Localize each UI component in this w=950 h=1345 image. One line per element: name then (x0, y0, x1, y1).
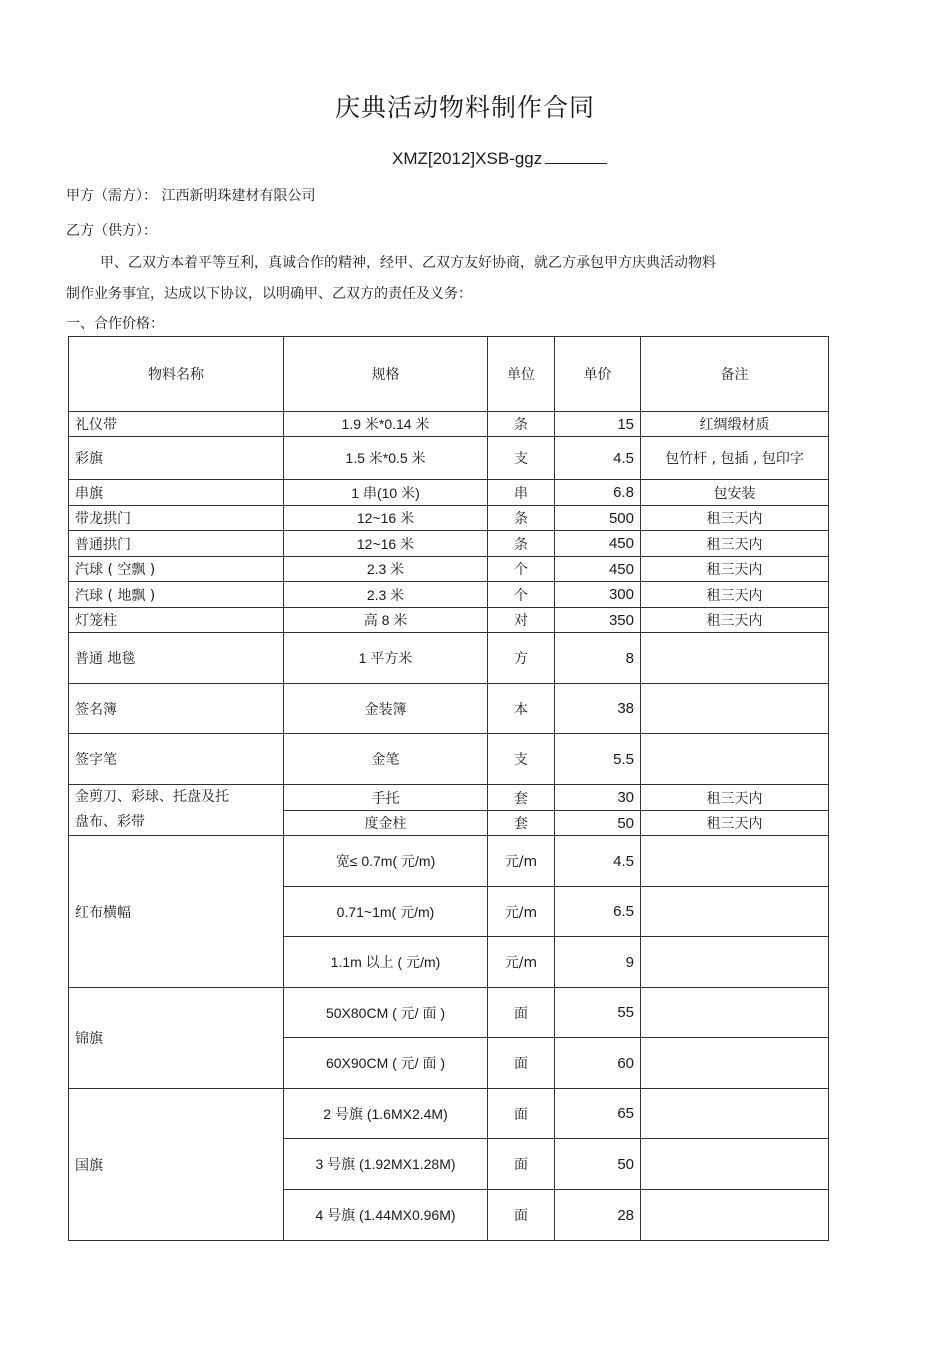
contract-code (392, 148, 607, 169)
header-note: 备注 (641, 337, 829, 412)
row-price: 4.5 (555, 437, 641, 480)
row-price: 15 (555, 412, 641, 437)
row-spec: 4 号旗 (1.44MX0.96M) (284, 1190, 488, 1241)
row-unit: 方 (488, 633, 555, 684)
row-note (641, 937, 829, 988)
row-spec: 度金柱 (284, 811, 488, 836)
table-row (69, 785, 829, 811)
row-price: 6.8 (555, 480, 641, 506)
row-name: 彩旗 (69, 437, 284, 480)
document-title: 庆典活动物料制作合同 (334, 93, 595, 122)
header-price: 单价 (555, 337, 641, 412)
row-price: 450 (555, 531, 641, 557)
row-price: 9 (555, 937, 641, 988)
row-name: 灯笼柱 (69, 608, 284, 633)
table-row (69, 684, 829, 734)
row-note (641, 887, 829, 937)
group-name-line-1: 金剪刀、彩球、托盘及托 (75, 789, 229, 805)
row-note: 租三天内 (641, 785, 829, 811)
row-unit: 条 (488, 531, 555, 557)
row-unit: 元/m (488, 887, 555, 937)
row-unit: 支 (488, 734, 555, 785)
row-unit: 套 (488, 785, 555, 811)
row-note: 租三天内 (641, 506, 829, 531)
row-note: 红绸缎材质 (641, 412, 829, 437)
table-row (69, 412, 829, 437)
table-header-row (69, 337, 829, 412)
row-unit: 支 (488, 437, 555, 480)
row-spec: 60X90CM ( 元/ 面 ) (284, 1038, 488, 1089)
row-spec: 50X80CM ( 元/ 面 ) (284, 988, 488, 1038)
row-unit: 串 (488, 480, 555, 506)
table-row (69, 608, 829, 633)
row-note: 租三天内 (641, 608, 829, 633)
row-spec: 金笔 (284, 734, 488, 785)
row-price: 450 (555, 557, 641, 582)
section-heading: 一、合作价格： (66, 316, 164, 332)
table-row (69, 557, 829, 582)
row-name: 签字笔 (69, 734, 284, 785)
table-row (69, 633, 829, 684)
row-unit: 个 (488, 557, 555, 582)
group-name-line-2: 盘布、彩带 (75, 814, 145, 830)
row-spec: 2.3 米 (284, 557, 488, 582)
row-unit: 面 (488, 1038, 555, 1089)
row-price: 6.5 (555, 887, 641, 937)
row-note: 包竹杆 , 包插 , 包印字 (641, 437, 829, 480)
header-name: 物料名称 (69, 337, 284, 412)
row-spec: 1.5 米*0.5 米 (284, 437, 488, 480)
row-name: 带龙拱门 (69, 506, 284, 531)
party-a: 甲方（需方）： 江西新明珠建材有限公司 (66, 188, 316, 204)
row-unit: 个 (488, 582, 555, 608)
row-spec: 金装簿 (284, 684, 488, 734)
row-price: 4.5 (555, 836, 641, 887)
group-name-banner: 红布横幅 (69, 836, 284, 988)
header-unit: 单位 (488, 337, 555, 412)
price-table (68, 336, 829, 1241)
row-spec: 0.71~1m( 元/m) (284, 887, 488, 937)
row-spec: 手托 (284, 785, 488, 811)
row-spec: 1.1m 以上 ( 元/m) (284, 937, 488, 988)
row-note (641, 684, 829, 734)
table-row (69, 836, 829, 887)
row-name: 礼仪带 (69, 412, 284, 437)
row-name: 汽球 ( 空飘 ) (69, 557, 284, 582)
row-price: 350 (555, 608, 641, 633)
table-row (69, 988, 829, 1038)
table-row (69, 1089, 829, 1139)
row-spec: 3 号旗 (1.92MX1.28M) (284, 1139, 488, 1190)
table-row (69, 734, 829, 785)
table-row (69, 437, 829, 480)
row-spec: 2 号旗 (1.6MX2.4M) (284, 1089, 488, 1139)
row-unit: 面 (488, 1190, 555, 1241)
intro-line-1: 甲、乙双方本着平等互利，真诚合作的精神，经甲、乙双方友好协商，就乙方承包甲方庆典活动物料 (100, 255, 716, 271)
row-note: 租三天内 (641, 811, 829, 836)
row-unit: 条 (488, 506, 555, 531)
group-name-flag: 国旗 (69, 1089, 284, 1241)
table-row (69, 531, 829, 557)
row-note (641, 1190, 829, 1241)
row-spec: 1 串(10 米) (284, 480, 488, 506)
row-note: 租三天内 (641, 582, 829, 608)
row-name: 签名簿 (69, 684, 284, 734)
contract-code-blank (545, 148, 607, 164)
row-price: 65 (555, 1089, 641, 1139)
row-price: 28 (555, 1190, 641, 1241)
row-unit: 本 (488, 684, 555, 734)
row-price: 8 (555, 633, 641, 684)
row-price: 38 (555, 684, 641, 734)
row-unit: 套 (488, 811, 555, 836)
row-note (641, 1089, 829, 1139)
row-spec: 宽≤ 0.7m( 元/m) (284, 836, 488, 887)
row-price: 60 (555, 1038, 641, 1089)
row-unit: 元/m (488, 836, 555, 887)
row-note: 租三天内 (641, 531, 829, 557)
header-spec: 规格 (284, 337, 488, 412)
row-note (641, 988, 829, 1038)
group-name-scissors (69, 785, 284, 836)
row-price: 5.5 (555, 734, 641, 785)
row-price: 50 (555, 1139, 641, 1190)
row-unit: 对 (488, 608, 555, 633)
table-row (69, 582, 829, 608)
row-price: 300 (555, 582, 641, 608)
row-spec: 1 平方米 (284, 633, 488, 684)
intro-line-2: 制作业务事宜，达成以下协议，以明确甲、乙双方的责任及义务： (66, 286, 472, 302)
row-spec: 12~16 米 (284, 531, 488, 557)
table-row (69, 506, 829, 531)
row-spec: 2.3 米 (284, 582, 488, 608)
group-name-pennant: 锦旗 (69, 988, 284, 1089)
row-name: 普通 地毯 (69, 633, 284, 684)
row-name: 汽球 ( 地飘 ) (69, 582, 284, 608)
row-name: 串旗 (69, 480, 284, 506)
row-spec: 1.9 米*0.14 米 (284, 412, 488, 437)
row-spec: 高 8 米 (284, 608, 488, 633)
row-unit: 面 (488, 1089, 555, 1139)
row-price: 30 (555, 785, 641, 811)
row-unit: 面 (488, 1139, 555, 1190)
row-note: 包安装 (641, 480, 829, 506)
row-name: 普通拱门 (69, 531, 284, 557)
row-note (641, 1038, 829, 1089)
row-note (641, 836, 829, 887)
row-note (641, 633, 829, 684)
row-note (641, 1139, 829, 1190)
contract-code-text: XMZ[2012]XSB-ggz (392, 149, 543, 168)
row-price: 500 (555, 506, 641, 531)
row-unit: 元/m (488, 937, 555, 988)
row-unit: 面 (488, 988, 555, 1038)
row-unit: 条 (488, 412, 555, 437)
party-b: 乙方（供方）： (66, 223, 157, 239)
row-note (641, 734, 829, 785)
table-row (69, 480, 829, 506)
row-price: 55 (555, 988, 641, 1038)
row-spec: 12~16 米 (284, 506, 488, 531)
row-price: 50 (555, 811, 641, 836)
row-note: 租三天内 (641, 557, 829, 582)
